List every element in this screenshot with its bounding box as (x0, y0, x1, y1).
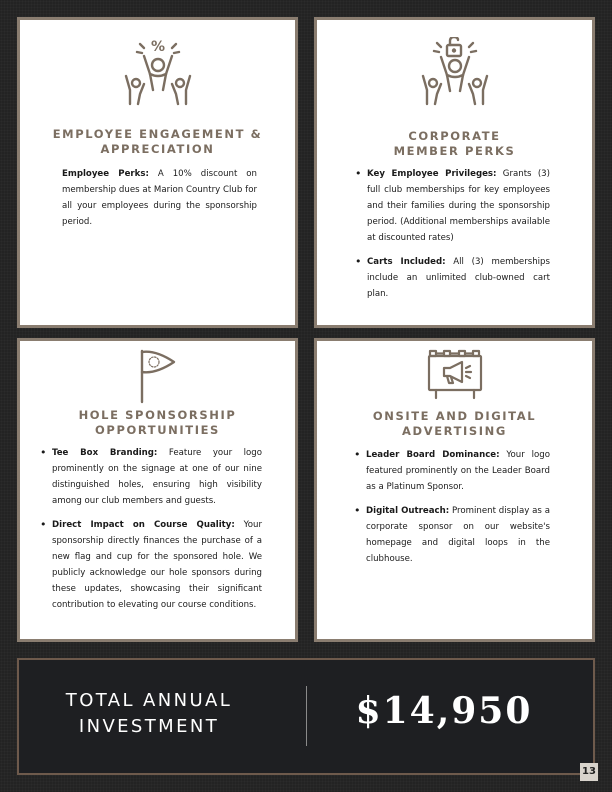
bullet-label: Direct Impact on Course Quality: (52, 520, 235, 530)
card-title-line: ONSITE AND DIGITAL (372, 409, 537, 423)
billboard-megaphone-icon (317, 348, 592, 400)
list-item (354, 503, 550, 567)
card-title-line: ADVERTISING (402, 424, 507, 438)
card-title-line: HOLE SPONSORSHIP (78, 408, 237, 422)
total-investment-value: $14,950 (355, 690, 533, 732)
card-title (327, 129, 582, 159)
bullet-text: Your logo featured prominently on the Leader Board as a Platinum Sponsor. (366, 450, 551, 492)
total-label-line: TOTAL ANNUAL (65, 690, 233, 711)
card-title-line: MEMBER PERKS (393, 144, 516, 158)
bullet-text: Feature your logo prominently on the signage at one of our nine distinguished holes, ensuring high visibility among our club members and guests. (52, 448, 262, 506)
list-item (40, 517, 262, 613)
svg-text:%: % (150, 39, 165, 55)
card-title-line: EMPLOYEE ENGAGEMENT & (52, 127, 263, 141)
bullet-text: Prominent display as a corporate sponsor on our website's homepage and digital loops in the clubhouse. (366, 506, 550, 564)
card-title (30, 408, 285, 438)
total-investment-box (17, 658, 595, 775)
list-item (354, 447, 550, 495)
hole-sponsorship-card (17, 338, 298, 642)
onsite-digital-advertising-card (314, 338, 595, 642)
bullet-label: Tee Box Branding: (52, 448, 158, 458)
list-item (40, 445, 262, 509)
advertising-list (354, 447, 550, 575)
bullet-label: Carts Included: (367, 257, 446, 267)
corporate-perks-list (355, 166, 550, 310)
list-item (355, 254, 550, 302)
employee-perks-label: Employee Perks: (62, 169, 149, 179)
card-title (30, 127, 285, 157)
total-label-line: INVESTMENT (78, 716, 220, 737)
card-title-line: OPPORTUNITIES (95, 423, 220, 437)
card-title-line: CORPORATE (408, 129, 501, 143)
employee-perks-text: A 10% discount on membership dues at Marion Country Club for all your employees during the sponsorship period. (62, 169, 257, 227)
corporate-member-perks-card (314, 17, 595, 328)
employee-engagement-card (17, 17, 298, 328)
bullet-label: Digital Outreach: (366, 506, 450, 516)
card-title-line: APPRECIATION (100, 142, 215, 156)
card-title (327, 409, 582, 439)
divider (306, 686, 307, 746)
total-investment-label (49, 688, 249, 740)
employee-perks-paragraph (62, 166, 257, 230)
list-item (355, 166, 550, 246)
hole-sponsorship-list (40, 445, 262, 621)
celebrating-people-percent-icon (20, 38, 295, 110)
golf-flag-icon (20, 348, 295, 404)
bullet-text: Your sponsorship directly finances the purchase of a new flag and cup for the sponsored hole. We publicly acknowledge our hole sponsors during these updates, showcasing their significant contribution to elevating our course conditions. (52, 520, 263, 610)
bullet-text: Grants (3) full club memberships for key employees and their families during the sponsorship period. (Additional memberships available at discounted rates) (367, 169, 551, 243)
bullet-label: Leader Board Dominance: (366, 450, 500, 460)
bullet-label: Key Employee Privileges: (367, 169, 497, 179)
celebrating-people-unlock-icon (317, 37, 592, 109)
bullet-text: All (3) memberships include an unlimited club-owned cart plan. (367, 257, 550, 299)
page-number: 13 (580, 763, 598, 781)
